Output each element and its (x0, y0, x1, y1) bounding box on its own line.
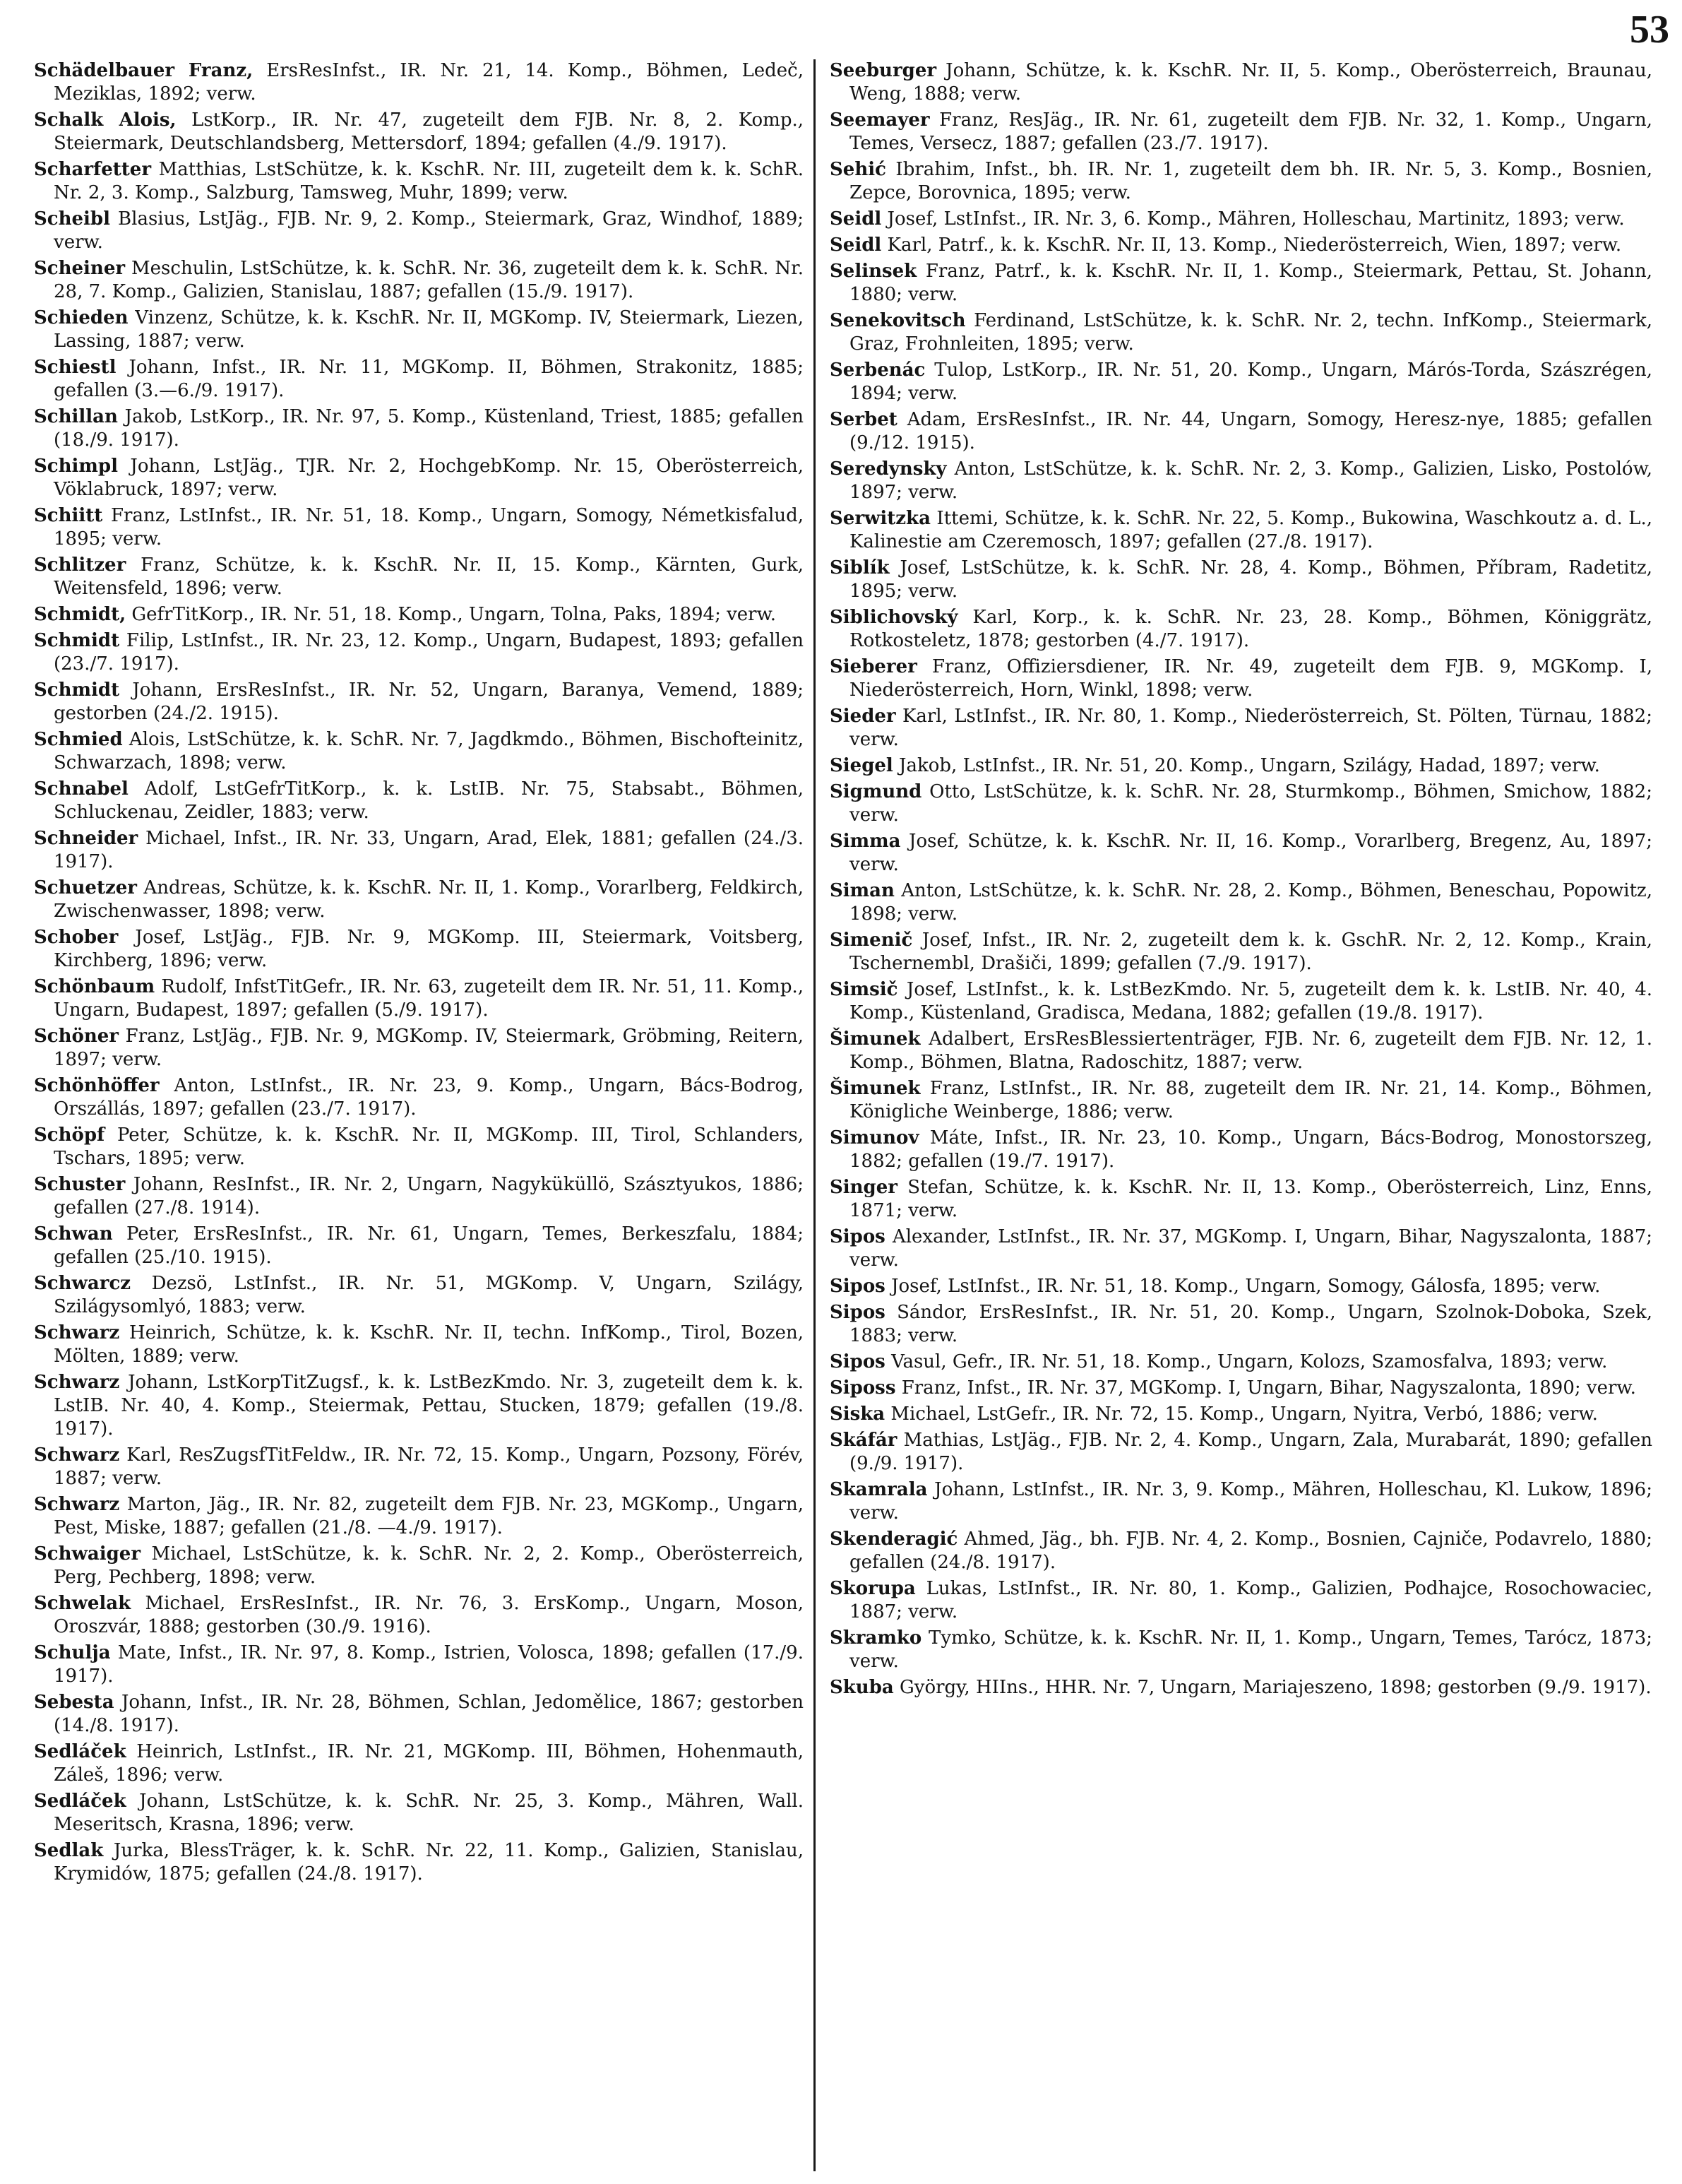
entry-surname: Schober (34, 927, 119, 948)
entry-surname: Seemayer (830, 109, 930, 131)
entry-details: Franz, LstJäg., FJB. Nr. 9, MGKomp. IV, Steiermark, Gröbming, Reitern, 1897; verw. (54, 1026, 804, 1070)
list-entry (830, 1478, 1652, 1525)
entry-surname: Schöpf (34, 1124, 105, 1146)
entry-surname: Schimpl (34, 456, 118, 477)
entry-surname: Sedláček (34, 1791, 126, 1812)
entry-surname: Siman (830, 880, 895, 901)
entry-details: Andreas, Schütze, k. k. KschR. Nr. II, 1. Komp., Vorarlberg, Feldkirch, Zwischenwasser, 1898; verw. (54, 877, 804, 922)
entry-details: Johann, ErsResInfst., IR. Nr. 52, Ungarn, Baranya, Vemend, 1889; gestorben (24./2. 1915). (54, 679, 804, 724)
list-entry (830, 109, 1652, 155)
list-entry (34, 1025, 804, 1072)
list-entry (34, 1124, 804, 1170)
entry-details: Michael, Infst., IR. Nr. 33, Ungarn, Arad, Elek, 1881; gefallen (24./3. 1917). (54, 828, 804, 872)
entry-details: Tulop, LstKorp., IR. Nr. 51, 20. Komp., Ungarn, Márós-Torda, Szászrégen, 1894; verw. (849, 360, 1652, 404)
list-entry (830, 260, 1652, 307)
right-column (830, 59, 1652, 2171)
entry-details: Jakob, LstKorp., IR. Nr. 97, 5. Komp., Küstenland, Triest, 1885; gefallen (18./9. 1917). (54, 406, 804, 451)
list-entry (34, 1223, 804, 1269)
list-entry (830, 1429, 1652, 1476)
entry-surname: Schiestl (34, 357, 117, 378)
list-entry (34, 1322, 804, 1368)
entry-surname: Schwarz (34, 1494, 120, 1515)
list-entry (830, 754, 1652, 778)
entry-surname: Schulja (34, 1642, 111, 1663)
list-entry (830, 830, 1652, 877)
entry-details: Heinrich, Schütze, k. k. KschR. Nr. II, techn. InfKomp., Tirol, Bozen, Mölten, 1889; verw. (54, 1322, 804, 1367)
entry-surname: Simenič (830, 930, 913, 951)
entry-surname: Sipos (830, 1276, 885, 1297)
list-entry (34, 208, 804, 254)
entry-details: Michael, LstGefr., IR. Nr. 72, 15. Komp., Ungarn, Nyitra, Verbó, 1886; verw. (885, 1403, 1598, 1425)
entry-surname: Skuba (830, 1677, 894, 1698)
entry-details: Blasius, LstJäg., FJB. Nr. 9, 2. Komp., Steiermark, Graz, Windhof, 1889; verw. (54, 208, 804, 253)
entry-surname: Schiitt (34, 505, 103, 526)
entry-details: Josef, Schütze, k. k. KschR. Nr. II, 16. Komp., Vorarlberg, Bregenz, Au, 1897; verw. (849, 831, 1652, 875)
entry-details: Marton, Jäg., IR. Nr. 82, zugeteilt dem FJB. Nr. 23, MGKomp., Ungarn, Pest, Miske, 1887; gefallen (21./8. —4./9. 1917). (54, 1494, 804, 1538)
entry-details: Ittemi, Schütze, k. k. SchR. Nr. 22, 5. Komp., Bukowina, Waschkoutz a. d. L., Kalinestie am Czeremosch, 1897; gefallen (27./8. 1917). (849, 508, 1652, 552)
list-entry (830, 1127, 1652, 1173)
entry-surname: Schwarcz (34, 1273, 131, 1294)
entry-details: Josef, LstSchütze, k. k. SchR. Nr. 28, 4. Komp., Böhmen, Příbram, Radetitz, 1895; verw. (849, 557, 1652, 602)
list-entry (34, 1691, 804, 1738)
list-entry (34, 1371, 804, 1441)
entry-surname: Scheiner (34, 258, 126, 279)
entry-surname: Skorupa (830, 1578, 916, 1599)
entry-details: Adolf, LstGefrTitKorp., k. k. LstIB. Nr. 75, Stabsabt., Böhmen, Schluckenau, Zeidler, 1883; verw. (54, 778, 804, 823)
entry-surname: Sebesta (34, 1692, 114, 1713)
entry-surname: Serbet (830, 409, 897, 430)
list-entry (34, 59, 804, 106)
entry-details: Michael, ErsResInfst., IR. Nr. 76, 3. ErsKomp., Ungarn, Moson, Oroszvár, 1888; gestorben (30./9. 1916). (54, 1593, 804, 1637)
list-entry (830, 1225, 1652, 1272)
entry-surname: Simma (830, 831, 901, 852)
entry-surname: Skáfár (830, 1430, 897, 1451)
list-entry (34, 1592, 804, 1639)
entry-details: Ibrahim, Infst., bh. IR. Nr. 1, zugeteilt dem bh. IR. Nr. 5, 3. Komp., Bosnien, Zepce, Borovnica, 1895; verw. (849, 159, 1652, 203)
list-entry (34, 1839, 804, 1886)
entry-surname: Sieder (830, 706, 896, 727)
list-entry (830, 1028, 1652, 1074)
list-entry (34, 1493, 804, 1540)
list-entry (830, 1403, 1652, 1426)
entry-details: Franz, LstInfst., IR. Nr. 51, 18. Komp., Ungarn, Somogy, Németkisfalud, 1895; verw. (54, 505, 804, 550)
entry-details: Dezsö, LstInfst., IR. Nr. 51, MGKomp. V, Ungarn, Szilágy, Szilágysomlyó, 1883; verw. (54, 1273, 804, 1317)
entry-surname: Scharfetter (34, 159, 152, 180)
entry-details: Johann, Infst., IR. Nr. 11, MGKomp. II, Böhmen, Strakonitz, 1885; gefallen (3.—6./9. 1917). (54, 357, 804, 401)
entry-surname: Schwelak (34, 1593, 131, 1614)
list-entry (34, 504, 804, 551)
list-entry (830, 309, 1652, 356)
list-entry (830, 655, 1652, 702)
entry-surname: Schwarz (34, 1444, 120, 1466)
entry-details: Matthias, LstSchütze, k. k. KschR. Nr. III, zugeteilt dem k. k. SchR. Nr. 2, 3. Komp., Salzburg, Tamsweg, Muhr, 1899; verw. (54, 159, 804, 203)
entry-surname: Seredynsky (830, 458, 947, 480)
entry-details: Johann, LstKorpTitZugsf., k. k. LstBezKmdo. Nr. 3, zugeteilt dem k. k. LstIB. Nr. 40, 4. Komp., Steiermak, Pettau, Stucken, 1879; gefallen (19./8. 1917). (54, 1372, 804, 1440)
entry-details: Johann, LstInfst., IR. Nr. 3, 9. Komp., Mähren, Holleschau, Kl. Lukow, 1896; verw. (849, 1479, 1652, 1524)
entry-details: Ahmed, Jäg., bh. FJB. Nr. 4, 2. Komp., Bosnien, Cajniče, Podavrelo, 1880; gefallen (24./8. 1917). (849, 1529, 1652, 1573)
list-entry (34, 455, 804, 502)
entry-details: Lukas, LstInfst., IR. Nr. 80, 1. Komp., Galizien, Podhajce, Rosochowaciec, 1887; verw. (849, 1578, 1652, 1622)
entry-surname: Sipos (830, 1226, 885, 1247)
list-entry (34, 1173, 804, 1220)
entry-details: Karl, ResZugsfTitFeldw., IR. Nr. 72, 15. Komp., Ungarn, Pozsony, Förév, 1887; verw. (54, 1444, 804, 1489)
entry-details: Mate, Infst., IR. Nr. 97, 8. Komp., Istrien, Volosca, 1898; gefallen (17./9. 1917). (54, 1642, 804, 1687)
entry-details: GefrTitKorp., IR. Nr. 51, 18. Komp., Ungarn, Tolna, Paks, 1894; verw. (126, 604, 777, 625)
entry-details: Vinzenz, Schütze, k. k. KschR. Nr. II, MGKomp. IV, Steiermark, Liezen, Lassing, 1887; verw. (54, 307, 804, 352)
list-entry (830, 1077, 1652, 1124)
list-entry (830, 705, 1652, 752)
entry-details: Franz, Offiziersdiener, IR. Nr. 49, zugeteilt dem FJB. 9, MGKomp. I, Niederösterreich, Horn, Winkl, 1898; verw. (849, 656, 1652, 701)
list-entry (34, 1272, 804, 1319)
left-column (34, 59, 804, 2171)
list-entry (830, 1301, 1652, 1348)
entry-details: Sándor, ErsResInfst., IR. Nr. 51, 20. Komp., Ungarn, Szolnok-Doboka, Szek, 1883; verw. (849, 1302, 1652, 1346)
entry-details: Franz, ResJäg., IR. Nr. 61, zugeteilt dem FJB. Nr. 32, 1. Komp., Ungarn, Temes, Versecz, 1887; gefallen (23./7. 1917). (849, 109, 1652, 154)
entry-details: Johann, ResInfst., IR. Nr. 2, Ungarn, Nagyküküllö, Szásztyukos, 1886; gefallen (27./8. 1914). (54, 1174, 804, 1218)
entry-surname: Seeburger (830, 60, 937, 81)
list-entry (830, 1676, 1652, 1699)
entry-details: Johann, LstSchütze, k. k. SchR. Nr. 25, 3. Komp., Mähren, Wall. Meseritsch, Krasna, 1896; verw. (54, 1791, 804, 1835)
entry-surname: Sigmund (830, 781, 922, 802)
entry-surname: Scheibl (34, 208, 110, 230)
entry-details: György, HIIns., HHR. Nr. 7, Ungarn, Mariajeszeno, 1898; gestorben (9./9. 1917). (893, 1677, 1652, 1698)
entry-details: Rudolf, InfstTitGefr., IR. Nr. 63, zugeteilt dem IR. Nr. 51, 11. Komp., Ungarn, Budapest, 1897; gefallen (5./9. 1917). (54, 976, 804, 1021)
entry-surname: Schneider (34, 828, 138, 849)
list-entry (830, 408, 1652, 455)
list-entry (34, 554, 804, 600)
entry-details: Franz, Infst., IR. Nr. 37, MGKomp. I, Ungarn, Bihar, Nagyszalonta, 1890; verw. (895, 1377, 1636, 1399)
entry-details: Mathias, LstJäg., FJB. Nr. 2, 4. Komp., Ungarn, Zala, Murabarát, 1890; gefallen (9./9. 1917). (849, 1430, 1652, 1474)
list-entry (34, 629, 804, 676)
list-entry (34, 1642, 804, 1688)
entry-details: Ferdinand, LstSchütze, k. k. SchR. Nr. 2, techn. InfKomp., Steiermark, Graz, Frohnleiten, 1895; verw. (849, 310, 1652, 355)
list-entry (830, 59, 1652, 106)
entry-details: Heinrich, LstInfst., IR. Nr. 21, MGKomp. III, Böhmen, Hohenmauth, Záleš, 1896; verw. (54, 1741, 804, 1786)
entry-surname: Senekovitsch (830, 310, 966, 331)
entry-details: Máte, Infst., IR. Nr. 23, 10. Komp., Ungarn, Bács-Bodrog, Monostorszeg, 1882; gefallen (19./7. 1917). (849, 1127, 1652, 1172)
list-entry (830, 781, 1652, 827)
entry-surname: Serbenác (830, 360, 926, 381)
entry-surname: Sipos (830, 1302, 885, 1323)
entry-details: Peter, ErsResInfst., IR. Nr. 61, Ungarn, Temes, Berkeszfalu, 1884; gefallen (25./10. 1915). (54, 1223, 804, 1268)
entry-surname: Schöner (34, 1026, 119, 1047)
entry-surname: Skamrala (830, 1479, 928, 1500)
entry-details: Adalbert, ErsResBlessiertenträger, FJB. Nr. 6, zugeteilt dem FJB. Nr. 12, 1. Komp., Böhmen, Blatna, Radoschitz, 1887; verw. (849, 1028, 1652, 1073)
entry-surname: Simsič (830, 979, 898, 1000)
list-entry (830, 1351, 1652, 1374)
entry-surname: Schmied (34, 729, 123, 750)
list-entry (830, 978, 1652, 1025)
entry-surname: Sedlak (34, 1840, 104, 1861)
list-entry (34, 356, 804, 403)
entry-surname: Schillan (34, 406, 118, 427)
entry-details: Johann, Schütze, k. k. KschR. Nr. II, 5. Komp., Oberösterreich, Braunau, Weng, 1888; verw. (849, 60, 1652, 105)
list-entry (830, 1176, 1652, 1223)
entry-surname: Šimunek (830, 1028, 921, 1050)
entry-surname: Sehić (830, 159, 886, 180)
list-entry (830, 458, 1652, 504)
entry-surname: Seidl (830, 235, 882, 256)
list-entry (34, 926, 804, 973)
entry-details: Johann, LstJäg., TJR. Nr. 2, HochgebKomp. Nr. 15, Oberösterreich, Vöklabruck, 1897; verw. (54, 456, 804, 500)
list-entry (34, 778, 804, 824)
entry-surname: Serwitzka (830, 508, 931, 529)
list-entry (34, 827, 804, 874)
entry-surname: Selinsek (830, 261, 917, 282)
entry-details: Josef, LstJäg., FJB. Nr. 9, MGKomp. III, Steiermark, Voitsberg, Kirchberg, 1896; verw. (54, 927, 804, 971)
entry-surname: Sedláček (34, 1741, 126, 1762)
entry-details: Alexander, LstInfst., IR. Nr. 37, MGKomp. I, Ungarn, Bihar, Nagyszalonta, 1887; verw. (849, 1226, 1652, 1271)
list-entry (34, 679, 804, 725)
list-entry (830, 359, 1652, 405)
entry-surname: Siblík (830, 557, 890, 578)
entry-details: Adam, ErsResInfst., IR. Nr. 44, Ungarn, Somogy, Heresz-nye, 1885; gefallen (9./12. 1915). (849, 409, 1652, 453)
entry-surname: Schlitzer (34, 554, 126, 576)
list-entry (830, 158, 1652, 205)
entry-surname: Schieden (34, 307, 129, 328)
entry-details: Vasul, Gefr., IR. Nr. 51, 18. Komp., Ungarn, Kolozs, Szamosfalva, 1893; verw. (885, 1351, 1608, 1372)
entry-surname: Schädelbauer Franz, (34, 60, 254, 81)
entry-surname: Schnabel (34, 778, 129, 800)
entry-details: Anton, LstInfst., IR. Nr. 23, 9. Komp., Ungarn, Bács-Bodrog, Orszállás, 1897; gefallen (23./7. 1917). (54, 1075, 804, 1120)
entry-surname: Schalk Alois, (34, 109, 177, 131)
list-entry (34, 1790, 804, 1836)
entry-details: Josef, LstInfst., k. k. LstBezKmdo. Nr. 5, zugeteilt dem k. k. LstIB. Nr. 40, 4. Komp., Küstenland, Gradisca, Medana, 1882; gefallen (19./8. 1917). (849, 979, 1652, 1023)
entry-details: Karl, LstInfst., IR. Nr. 80, 1. Komp., Niederösterreich, St. Pölten, Türnau, 1882; verw. (849, 706, 1652, 750)
entry-surname: Šimunek (830, 1078, 921, 1099)
entry-surname: Schönbaum (34, 976, 155, 997)
entry-details: Franz, Patrf., k. k. KschR. Nr. II, 1. Komp., Steiermark, Pettau, St. Johann, 1880; verw. (849, 261, 1652, 305)
entry-surname: Singer (830, 1177, 897, 1198)
entry-details: Karl, Korp., k. k. SchR. Nr. 23, 28. Komp., Böhmen, Königgrätz, Rotkosteletz, 1878; gestorben (4./7. 1917). (849, 607, 1652, 651)
entry-details: Anton, LstSchütze, k. k. SchR. Nr. 28, 2. Komp., Böhmen, Beneschau, Popowitz, 1898; verw. (849, 880, 1652, 925)
entry-details: Jurka, BlessTräger, k. k. SchR. Nr. 22, 11. Komp., Galizien, Stanislau, Krymidów, 1875; gefallen (24./8. 1917). (54, 1840, 804, 1885)
list-entry (830, 507, 1652, 554)
entry-surname: Schwaiger (34, 1543, 141, 1565)
entry-details: Franz, LstInfst., IR. Nr. 88, zugeteilt dem IR. Nr. 21, 14. Komp., Böhmen, Königliche Weinberge, 1886; verw. (849, 1078, 1652, 1122)
list-entry (830, 879, 1652, 926)
entry-surname: Schmidt (34, 630, 120, 651)
list-entry (34, 1740, 804, 1787)
entry-surname: Skenderagić (830, 1529, 958, 1550)
entry-details: Michael, LstSchütze, k. k. SchR. Nr. 2, 2. Komp., Oberösterreich, Perg, Pechberg, 1898; verw. (54, 1543, 804, 1588)
list-entry (830, 557, 1652, 603)
entry-details: Josef, LstInfst., IR. Nr. 3, 6. Komp., Mähren, Holleschau, Martinitz, 1893; verw. (881, 208, 1625, 230)
entry-details: Franz, Schütze, k. k. KschR. Nr. II, 15. Komp., Kärnten, Gurk, Weitensfeld, 1896; verw. (54, 554, 804, 599)
entry-details: Josef, Infst., IR. Nr. 2, zugeteilt dem k. k. GschR. Nr. 2, 12. Komp., Krain, Tschernembl, Drašiči, 1899; gefallen (7./9. 1917). (849, 930, 1652, 974)
page-number: 53 (1630, 8, 1669, 52)
entry-details: Alois, LstSchütze, k. k. SchR. Nr. 7, Jagdkmdo., Böhmen, Bischofteinitz, Schwarzach, 1898; verw. (54, 729, 804, 773)
list-entry (34, 1543, 804, 1589)
entry-surname: Schuster (34, 1174, 126, 1195)
list-entry (34, 307, 804, 353)
list-entry (34, 405, 804, 452)
entry-details: ErsResInfst., IR. Nr. 21, 14. Komp., Böhmen, Ledeč, Meziklas, 1892; verw. (54, 60, 804, 105)
list-entry (34, 877, 804, 923)
entry-surname: Siposs (830, 1377, 896, 1399)
entry-details: Anton, LstSchütze, k. k. SchR. Nr. 2, 3. Komp., Galizien, Lisko, Postolów, 1897; verw. (849, 458, 1652, 503)
entry-surname: Schwan (34, 1223, 113, 1245)
list-entry (830, 1577, 1652, 1624)
list-entry (34, 109, 804, 155)
list-entry (830, 929, 1652, 975)
entry-details: Otto, LstSchütze, k. k. SchR. Nr. 28, Sturmkomp., Böhmen, Smichow, 1882; verw. (849, 781, 1652, 826)
list-entry (34, 158, 804, 205)
entry-details: Stefan, Schütze, k. k. KschR. Nr. II, 13. Komp., Oberösterreich, Linz, Enns, 1871; verw. (849, 1177, 1652, 1221)
list-entry (34, 603, 804, 627)
list-entry (34, 1074, 804, 1121)
entry-details: Tymko, Schütze, k. k. KschR. Nr. II, 1. Komp., Ungarn, Temes, Tarócz, 1873; verw. (849, 1627, 1652, 1672)
entry-details: LstKorp., IR. Nr. 47, zugeteilt dem FJB. Nr. 8, 2. Komp., Steiermark, Deutschlandsberg, Mettersdorf, 1894; gefallen (4./9. 1917). (54, 109, 804, 154)
entry-surname: Schwarz (34, 1372, 120, 1393)
column-divider (813, 59, 816, 2171)
list-entry (830, 1528, 1652, 1574)
entry-surname: Simunov (830, 1127, 919, 1149)
entry-surname: Schönhöffer (34, 1075, 160, 1096)
entry-details: Johann, Infst., IR. Nr. 28, Böhmen, Schlan, Jedomělice, 1867; gestorben (14./8. 1917). (54, 1692, 804, 1736)
entry-surname: Schwarz (34, 1322, 120, 1343)
list-entry (34, 257, 804, 304)
list-entry (830, 234, 1652, 257)
list-entry (830, 208, 1652, 231)
entry-surname: Siblichovský (830, 607, 958, 628)
list-entry (830, 1275, 1652, 1298)
entry-surname: Schmidt (34, 679, 120, 701)
list-entry (34, 1444, 804, 1490)
entry-surname: Siska (830, 1403, 885, 1425)
list-entry (34, 975, 804, 1022)
entry-surname: Schmidt, (34, 604, 126, 625)
entry-details: Jakob, LstInfst., IR. Nr. 51, 20. Komp., Ungarn, Szilágy, Hadad, 1897; verw. (893, 755, 1600, 776)
entry-surname: Seidl (830, 208, 882, 230)
entry-details: Meschulin, LstSchütze, k. k. SchR. Nr. 36, zugeteilt dem k. k. SchR. Nr. 28, 7. Komp., Galizien, Stanislau, 1887; gefallen (15./9. 1917). (54, 258, 804, 302)
list-entry (830, 606, 1652, 653)
entry-surname: Sieberer (830, 656, 917, 677)
entry-details: Filip, LstInfst., IR. Nr. 23, 12. Komp., Ungarn, Budapest, 1893; gefallen (23./7. 1917). (54, 630, 804, 675)
list-entry (830, 1627, 1652, 1673)
list-entry (34, 728, 804, 775)
entry-details: Josef, LstInfst., IR. Nr. 51, 18. Komp., Ungarn, Somogy, Gálosfa, 1895; verw. (885, 1276, 1601, 1297)
list-entry (830, 1377, 1652, 1400)
entry-surname: Siegel (830, 755, 893, 776)
entry-surname: Sipos (830, 1351, 885, 1372)
entry-details: Peter, Schütze, k. k. KschR. Nr. II, MGKomp. III, Tirol, Schlanders, Tschars, 1895; verw. (54, 1124, 804, 1169)
entry-details: Karl, Patrf., k. k. KschR. Nr. II, 13. Komp., Niederösterreich, Wien, 1897; verw. (881, 235, 1622, 256)
entry-surname: Skramko (830, 1627, 922, 1649)
entry-surname: Schuetzer (34, 877, 137, 898)
